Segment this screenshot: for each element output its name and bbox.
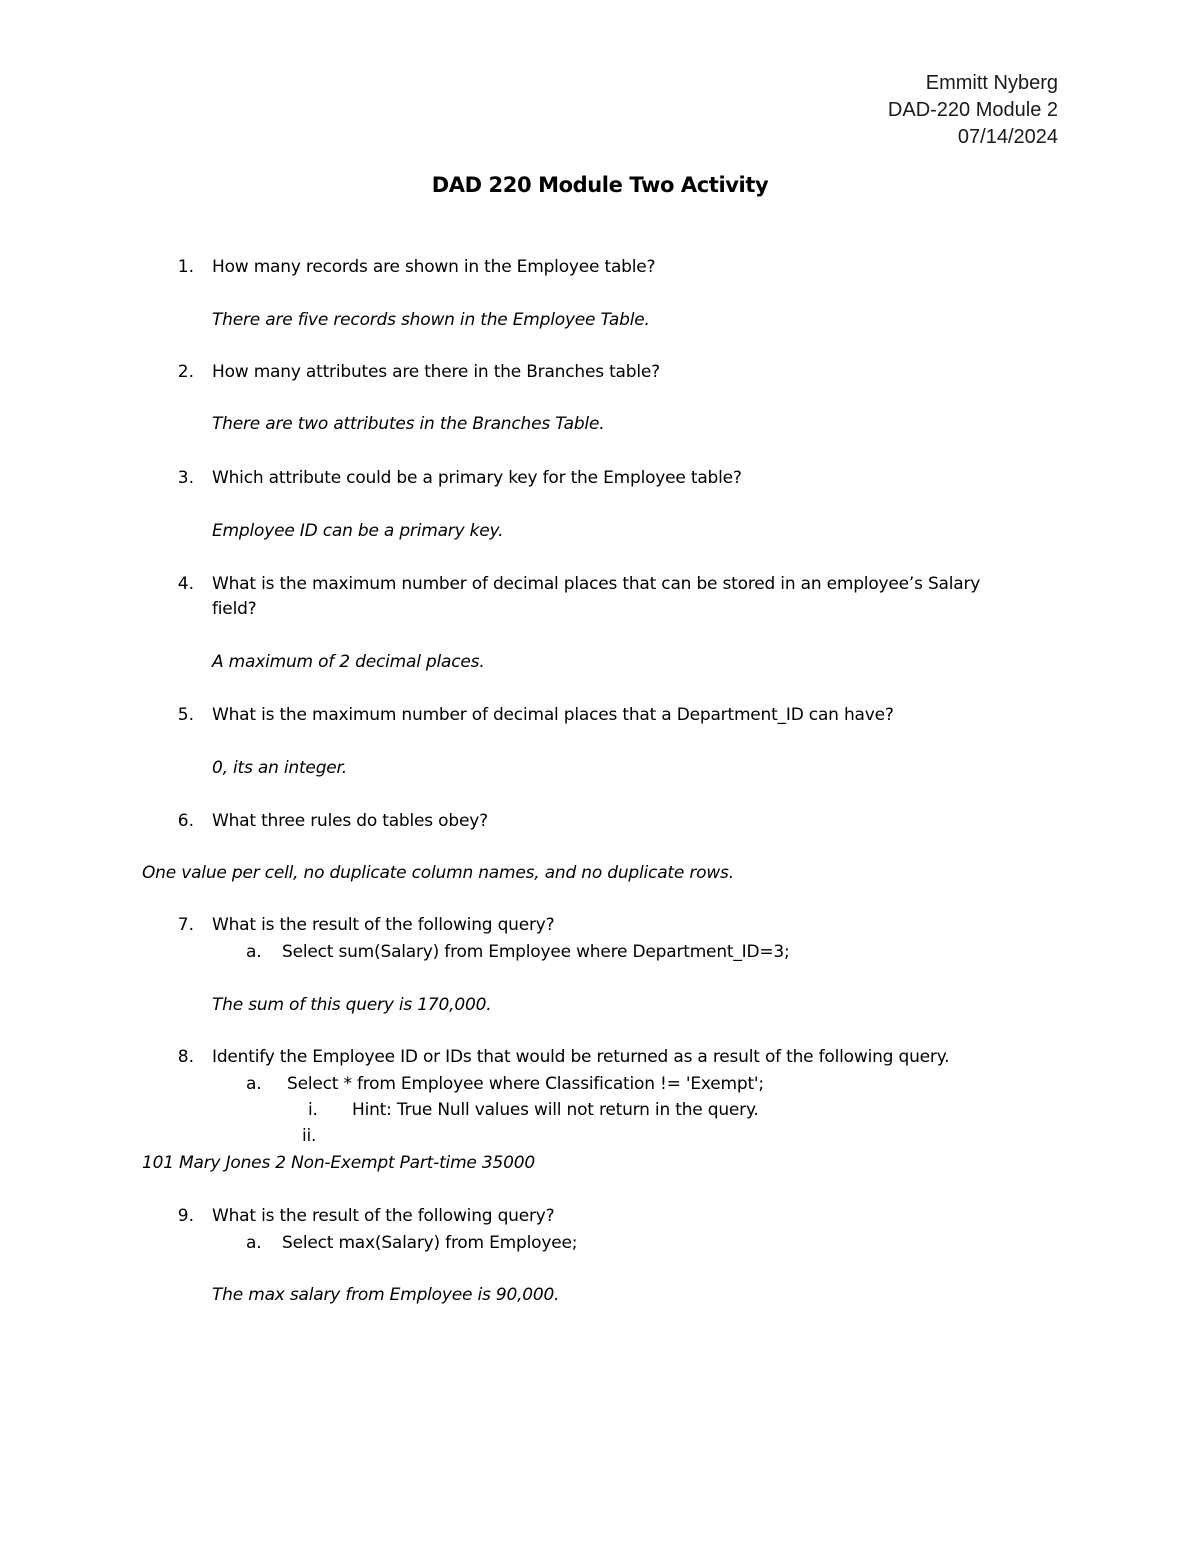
- answer-8-text: 101 Mary Jones 2 Non-Exempt Part-time 35000: [142, 1153, 535, 1173]
- answer-9-text: The max salary from Employee is 90,000.: [212, 1285, 560, 1305]
- question-9-text: What is the result of the following query?: [212, 1206, 555, 1226]
- question-9-number: 9.: [177, 1206, 194, 1226]
- question-8-text: Identify the Employee ID or IDs that would be returned as a result of the following query.: [212, 1047, 950, 1067]
- question-7-query: Select sum(Salary) from Employee where Department_ID=3;: [282, 942, 790, 962]
- question-8-number: 8.: [177, 1047, 194, 1067]
- question-2-text: How many attributes are there in the Branches table?: [212, 362, 660, 382]
- question-8-hint-label: i.: [308, 1100, 318, 1120]
- question-7-text: What is the result of the following query?: [212, 915, 555, 935]
- answer-5-text: 0, its an integer.: [212, 758, 347, 778]
- question-5-text: What is the maximum number of decimal places that a Department_ID can have?: [212, 705, 894, 725]
- answer-4-text: A maximum of 2 decimal places.: [212, 652, 485, 672]
- author-name: Emmitt Nyberg: [925, 72, 1058, 94]
- question-3-text: Which attribute could be a primary key for the Employee table?: [212, 468, 742, 488]
- document-date: 07/14/2024: [957, 126, 1058, 148]
- question-8-hint-text: Hint: True Null values will not return in the query.: [352, 1100, 759, 1120]
- question-8-query: Select * from Employee where Classification != 'Exempt';: [287, 1074, 764, 1094]
- question-7-sub-label: a.: [246, 942, 262, 962]
- answer-6-text: One value per cell, no duplicate column names, and no duplicate rows.: [142, 863, 734, 883]
- question-4-text-line2: field?: [212, 599, 257, 619]
- answer-7-text: The sum of this query is 170,000.: [212, 995, 492, 1015]
- question-6-text: What three rules do tables obey?: [212, 811, 488, 831]
- question-8-item-ii-label: ii.: [302, 1126, 317, 1146]
- answer-3-text: Employee ID can be a primary key.: [212, 521, 504, 541]
- question-9-query: Select max(Salary) from Employee;: [282, 1233, 578, 1253]
- question-5-number: 5.: [177, 705, 194, 725]
- question-1-text: How many records are shown in the Employee table?: [212, 257, 656, 277]
- question-3-number: 3.: [177, 468, 194, 488]
- page-title: DAD 220 Module Two Activity: [431, 173, 769, 197]
- question-8-sub-label: a.: [246, 1074, 262, 1094]
- answer-1-text: There are five records shown in the Employee Table.: [212, 310, 650, 330]
- course-label: DAD-220 Module 2: [887, 99, 1058, 121]
- question-6-number: 6.: [177, 811, 194, 831]
- question-4-text-line1: What is the maximum number of decimal places that can be stored in an employee’s Salary: [212, 574, 981, 594]
- question-4-number: 4.: [177, 574, 194, 594]
- question-9-sub-label: a.: [246, 1233, 262, 1253]
- question-7-number: 7.: [177, 915, 194, 935]
- answer-2-text: There are two attributes in the Branches Table.: [212, 414, 605, 434]
- question-1-number: 1.: [177, 257, 194, 277]
- question-2-number: 2.: [177, 362, 194, 382]
